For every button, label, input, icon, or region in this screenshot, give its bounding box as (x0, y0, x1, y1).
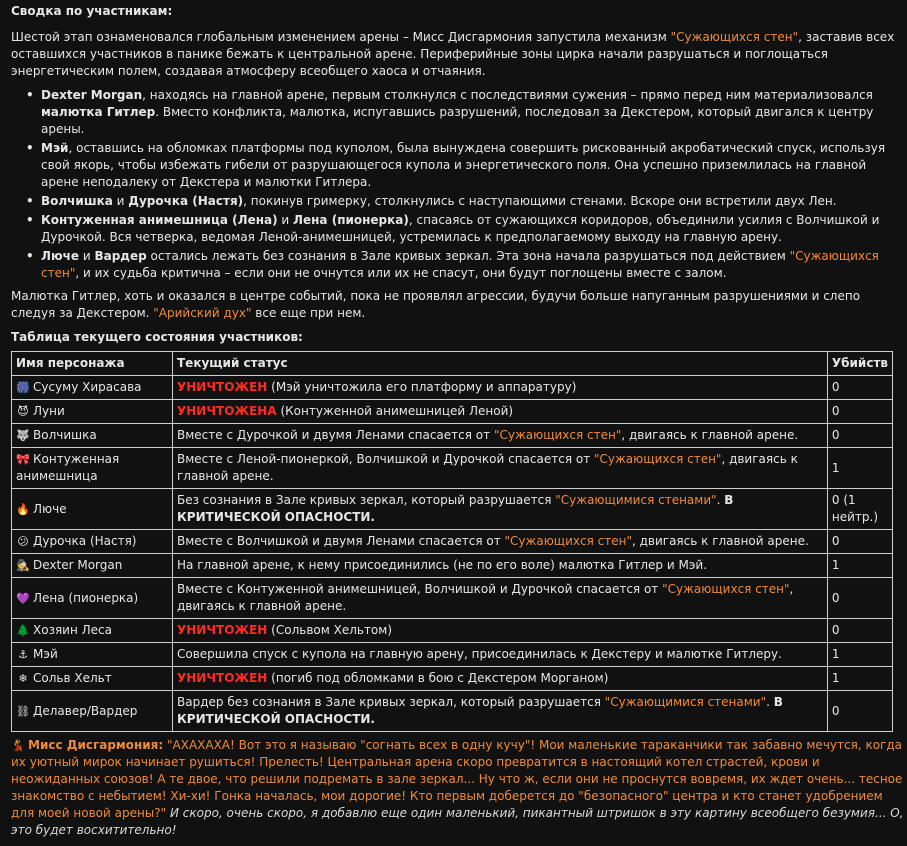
character-name: Лена (пионерка) (33, 590, 139, 605)
list-text: , находясь на главной арене, первым столкнулся с последствиями сужения – прямо перед ним материализовался (142, 88, 873, 102)
highlight: "Сужающихся стен" (594, 452, 722, 466)
devil-face-icon: 😈 (17, 405, 29, 418)
kills-cell: 0 (827, 400, 892, 424)
detective-icon: 🕵 (16, 559, 30, 572)
character-name: Хозяин Леса (33, 623, 112, 637)
character-name: Дурочка (Настя) (128, 194, 244, 208)
status-text: , двигаясь к главной арене. (631, 534, 809, 548)
kills-cell: 1 (827, 643, 892, 667)
status-cell (173, 554, 828, 578)
status-cell (173, 619, 828, 643)
character-name: Луни (33, 404, 65, 418)
status-text: , двигаясь к главной арене. (177, 452, 798, 483)
character-name: Сольв Хельт (33, 671, 112, 685)
table-row (12, 667, 893, 691)
ribbon-icon: 🎀 (16, 453, 30, 466)
character-cell (12, 376, 173, 400)
kills-cell: 0 (827, 691, 892, 732)
character-cell (12, 667, 173, 691)
kills-cell: 1 (827, 448, 892, 489)
outro-paragraph (11, 288, 906, 322)
status-text: (Сольвом Хельтом) (267, 623, 393, 637)
table-row (12, 489, 893, 530)
list-text: , оставшись на обломках платформы под куполом, была вынуждена совершить рискованный акробатический спуск, используя свой якорь, чтобы избежать гибели от разрушающегося купола и энергетического поля. Она успешно приземлилась на главной арене неподалеку от Декстера и малютки Гитлера. (41, 141, 886, 189)
highlight: "Сужающихся стен" (41, 249, 879, 280)
confused-face-icon: 😕 (17, 535, 29, 548)
status-text: Вместе с Леной-пионеркой, Волчишкой и Дурочкой спасается от (177, 452, 594, 466)
list-text: , покинув гримерку, столкнулись с наступающими стенами. Вскоре они встретили двух Лен. (243, 194, 837, 208)
status-cell (173, 424, 828, 448)
table-title: Таблица текущего состояния участников: (11, 330, 303, 344)
outro-text-end: все еще при нем. (251, 306, 366, 320)
anchor-icon: ⚓ (18, 648, 28, 661)
critical-status: В КРИТИЧЕСКОЙ ОПАСНОСТИ. (177, 695, 783, 726)
status-cell (173, 667, 828, 691)
intro-text: Шестой этап ознаменовался глобальным изменением арены – Мисс Дисгармония запустила механизм (11, 30, 671, 44)
character-name: Мэй (41, 141, 69, 155)
status-cell (173, 643, 828, 667)
status-table (11, 351, 893, 732)
list-text: . Вместо конфликта, малютка, испугавшись разрушений, последовал за Декстером, который двигался к центру арены. (41, 105, 874, 136)
character-name: Контуженная анимешница (16, 452, 120, 483)
character-cell (12, 530, 173, 554)
intro-text-end: , заставив всех оставшихся участников в панике бежать к центральной арене. Периферийные зоны цирка начали разрушаться и поглощаться энергетическим полем, создавая атмосферу всеобщего хаоса и отчаяния. (11, 30, 895, 78)
speech-tail: И скоро, очень скоро, я добавлю еще один маленький, пикантный штришок в эту картину всеобщего безумия... О, это будет восхитительно! (11, 806, 904, 837)
highlight: "Сужающимися стенами" (555, 493, 717, 507)
intro-highlight: "Сужающихся стен" (670, 30, 799, 44)
purple-heart-icon: 💜 (16, 591, 30, 605)
kills-cell: 0 (827, 376, 892, 400)
destroyed-badge: УНИЧТОЖЕН (177, 671, 268, 685)
list-item (41, 87, 906, 138)
speech-text: "АХАХАХА! Вот это я называю "согнать всех в одну кучу"! Мои маленькие тараканчики так забавно мечутся, когда их уютный мирок начинает рушиться! Прелесть! Центральная арена скоро превратится в настоящий котел страстей, крови и неожиданных союзов! А те двое, что решили подремать в зале зеркал... Ну что ж, если они не проснутся вовремя, их ждет очень... тесное знакомство с небытием! Хи-хи! Гонка началась, мои дорогие! Кто первым доберется до "безопасного" центра и кто станет удобрением для моей новой арены?" (11, 738, 903, 820)
list-item (41, 193, 906, 210)
outro-text: Малютка Гитлер, хоть и оказался в центре событий, пока не проявлял агрессии, будучи больше напуганным разрушениями и слепо следуя за Декстером. (11, 289, 861, 320)
list-text: остались лежать без сознания в Зале кривых зеркал. Эта зона начала разрушаться под действием (146, 249, 790, 263)
character-name: Мэй (33, 647, 58, 661)
chain-icon: ⛓ (16, 704, 30, 718)
character-name: Дурочка (Настя) (33, 534, 137, 548)
kills-cell: 0 (827, 619, 892, 643)
character-name: Dexter Morgan (41, 88, 143, 102)
list-item (41, 248, 906, 282)
status-text: . (716, 493, 725, 507)
status-cell (173, 400, 828, 424)
kills-cell: 0 (827, 424, 892, 448)
highlight: "Сужающихся стен" (662, 582, 790, 596)
page-title: Сводка по участникам: (11, 4, 173, 18)
kills-cell: 0 (827, 530, 892, 554)
status-cell (173, 376, 828, 400)
character-cell (12, 424, 173, 448)
character-name: Люче (41, 249, 80, 263)
status-text: Вместе с Волчишкой и двумя Ленами спасается от (177, 534, 505, 548)
status-text: Вардер без сознания в Зале кривых зеркал, который разрушается (177, 695, 605, 709)
character-name: Вардер (94, 249, 147, 263)
table-row (12, 376, 893, 400)
character-cell (12, 691, 173, 732)
kills-cell: 1 (827, 667, 892, 691)
list-text: и (79, 249, 95, 263)
intro-paragraph (11, 29, 906, 80)
table-row (12, 400, 893, 424)
status-cell (173, 489, 828, 530)
status-text: (погиб под обломками в бою с Декстером Морганом) (267, 671, 609, 685)
highlight: "Сужающихся стен" (504, 534, 632, 548)
character-cell (12, 554, 173, 578)
kills-cell: 0 (827, 578, 892, 619)
fire-icon: 🔥 (16, 502, 30, 516)
status-text: (Контуженной анимешницей Леной) (276, 404, 514, 418)
highlight: "Сужающимися стенами" (604, 695, 767, 709)
status-text: (Мэй уничтожила его платформу и аппаратуру) (267, 380, 577, 394)
table-row (12, 619, 893, 643)
table-row (12, 530, 893, 554)
character-name: малютка Гитлер (41, 105, 156, 119)
character-cell (12, 489, 173, 530)
status-cell (173, 448, 828, 489)
character-cell (12, 578, 173, 619)
character-cell (12, 400, 173, 424)
table-header-row (12, 352, 893, 376)
snowflake-icon: ❄ (18, 672, 28, 685)
highlight: "Сужающихся стен" (493, 428, 622, 442)
destroyed-badge: УНИЧТОЖЕН (177, 623, 268, 637)
table-row (12, 643, 893, 667)
destroyed-badge: УНИЧТОЖЕН (177, 380, 268, 394)
table-row (12, 448, 893, 489)
list-item (41, 212, 906, 246)
status-cell (173, 578, 828, 619)
character-cell (12, 448, 173, 489)
table-row (12, 554, 893, 578)
dancer-icon: 💃 (11, 739, 25, 752)
character-name: Dexter Morgan (33, 558, 123, 572)
kills-cell: 1 (827, 554, 892, 578)
speaker-name: Мисс Дисгармония: (28, 738, 164, 752)
character-name: Контуженная анимешница (Лена) (41, 213, 278, 227)
status-cell (173, 530, 828, 554)
list-text: и (112, 194, 129, 208)
status-text: Без сознания в Зале кривых зеркал, который разрушается (177, 493, 556, 507)
column-header-name: Имя персонажа (12, 352, 173, 376)
status-text: На главной арене, к нему присоединились (не по его воле) малютка Гитлер и Мэй. (177, 558, 708, 572)
fireworks-icon: 🎆 (16, 381, 30, 394)
destroyed-badge: УНИЧТОЖЕНА (177, 404, 277, 418)
character-cell (12, 619, 173, 643)
status-text: Вместе с Дурочкой и двумя Ленами спасается от (177, 428, 494, 442)
status-text: Совершила спуск с купола на главную арену, присоединилась к Декстеру и малютке Гитлеру. (177, 647, 782, 661)
list-text: и (277, 213, 294, 227)
table-row (12, 691, 893, 732)
host-speech (11, 737, 906, 839)
critical-status: В КРИТИЧЕСКОЙ ОПАСНОСТИ. (177, 493, 734, 524)
highlight: "Арийский дух" (153, 306, 252, 320)
character-name: Волчишка (33, 428, 97, 442)
tree-icon: 🌲 (16, 624, 30, 637)
character-name: Лена (пионерка) (293, 213, 409, 227)
list-item (41, 140, 906, 191)
wolf-icon: 🐺 (16, 429, 30, 442)
table-body (12, 376, 893, 732)
status-text: , двигаясь к главной арене. (177, 582, 794, 613)
table-row (12, 578, 893, 619)
character-name: Сусуму Хирасава (33, 380, 142, 394)
status-text: . (766, 695, 774, 709)
column-header-status: Текущий статус (173, 352, 828, 376)
list-text: , спасаясь от сужающихся коридоров, объединили усилия с Волчишкой и Дурочкой. Вся четверка, ведомая Леной-анимешницей, устремилась к предполагаемому выходу на главную арену. (41, 213, 880, 244)
character-name: Волчишка (41, 194, 113, 208)
status-text: Вместе с Контуженной анимешницей, Волчишкой и Дурочкой спасается от (177, 582, 663, 596)
status-cell (173, 691, 828, 732)
status-text: , двигаясь к главной арене. (621, 428, 799, 442)
summary-list (11, 87, 906, 282)
kills-cell: 0 (1 нейтр.) (827, 489, 892, 530)
character-cell (12, 643, 173, 667)
column-header-kills: Убийств (827, 352, 892, 376)
list-text: , и их судьба критична – если они не очнутся или их не спасут, они будут поглощены вместе с залом. (75, 266, 727, 280)
character-name: Люче (33, 501, 67, 516)
character-name: Делавер/Вардер (33, 703, 138, 718)
table-row (12, 424, 893, 448)
